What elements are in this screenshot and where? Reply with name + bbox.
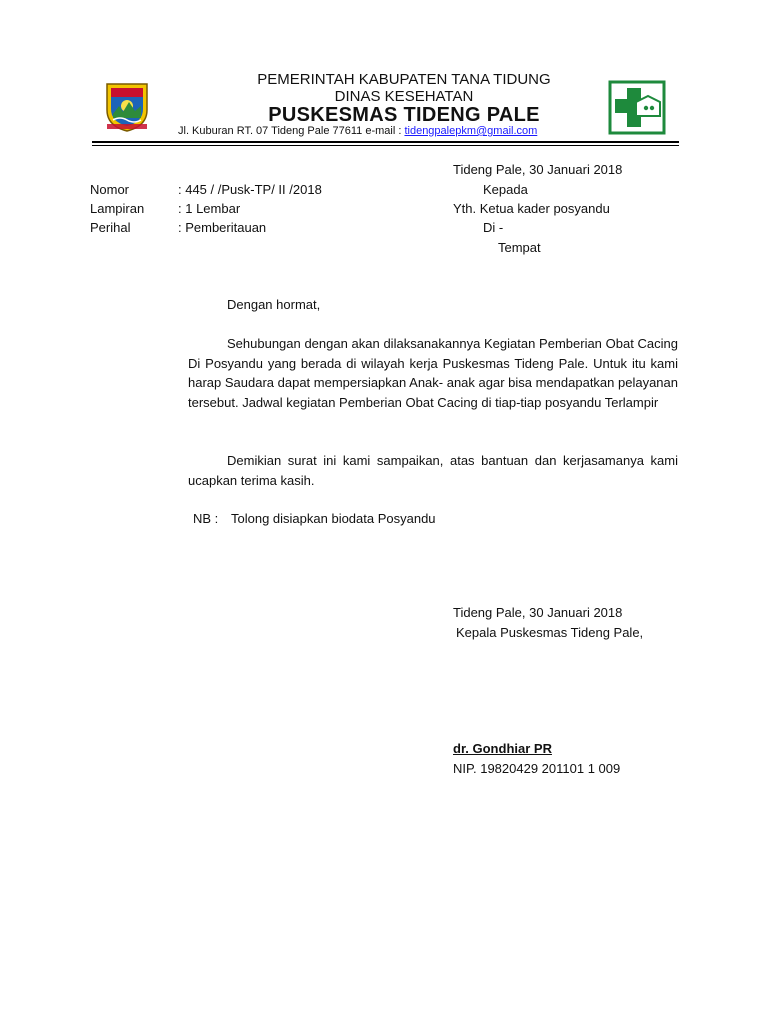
signatory-nip: NIP. 19820429 201101 1 009 — [453, 761, 621, 776]
header-divider-thin — [92, 145, 679, 146]
perihal-value: : Pemberitauan — [178, 220, 267, 235]
institution-title: PUSKESMAS TIDENG PALE — [268, 104, 540, 126]
header-divider-thick — [92, 141, 679, 143]
perihal-label: Perihal — [90, 220, 131, 235]
recipient-kepada: Kepada — [483, 182, 528, 197]
letter-date: Tideng Pale, 30 Januari 2018 — [453, 162, 623, 177]
body-paragraph-2: Demikian surat ini kami sampaikan, atas bantuan dan kerjasamanya kami ucapkan terima kasih. — [188, 453, 678, 488]
signature-date: Tideng Pale, 30 Januari 2018 — [453, 605, 623, 620]
nb-label: NB : — [193, 511, 219, 526]
address-line — [178, 125, 537, 137]
greeting: Dengan hormat, — [227, 297, 321, 312]
government-name: PEMERINTAH KABUPATEN TANA TIDUNG — [257, 71, 551, 88]
nomor-value: : 445 / /Pusk-TP/ II /2018 — [178, 182, 322, 197]
nomor-label: Nomor — [90, 182, 130, 197]
recipient-yth: Yth. Ketua kader posyandu — [453, 201, 610, 216]
lampiran-value: : 1 Lembar — [178, 201, 241, 216]
department-name: DINAS KESEHATAN — [334, 88, 474, 105]
nb-text: Tolong disiapkan biodata Posyandu — [231, 511, 436, 526]
recipient-tempat: Tempat — [498, 240, 541, 255]
signature-position: Kepala Puskesmas Tideng Pale, — [456, 625, 644, 640]
lampiran-label: Lampiran — [90, 201, 145, 216]
email-link[interactable]: tidengpalepkm@gmail.com — [404, 125, 538, 137]
recipient-di: Di - — [483, 220, 504, 235]
body-paragraph-1: Sehubungan dengan akan dilaksanakannya Kegiatan Pemberian Obat Cacing Di Posyandu yang berada di wilayah kerja Puskesmas Tideng Pale. Untuk itu kami harap Saudara dapat mempersiapkan Anak- anak agar bisa mendapatkan pelayanan tersebut. Jadwal kegiatan Pemberian Obat Cacing di tiap-tiap posyandu Terlampir — [188, 336, 679, 410]
signatory-name: dr. Gondhiar PR — [453, 741, 552, 756]
address-text: Jl. Kuburan RT. 07 Tideng Pale 77611 e-mail : — [178, 125, 405, 137]
